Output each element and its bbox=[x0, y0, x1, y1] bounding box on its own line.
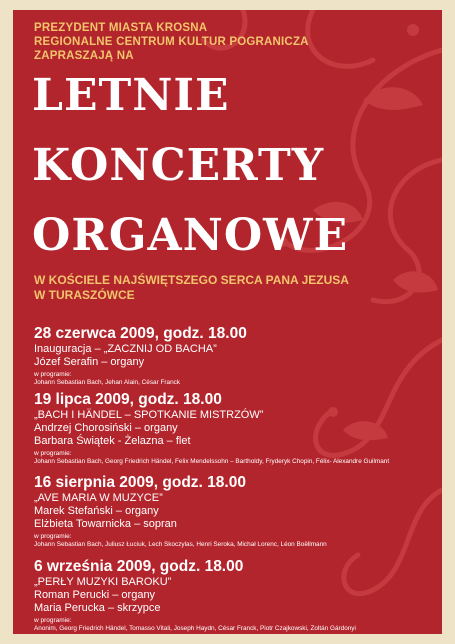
poster-title-line-2: KONCERTY bbox=[32, 140, 325, 191]
event-title: „PERŁY MUZYKI BAROKU” bbox=[34, 576, 172, 588]
program-label: w programie: bbox=[34, 617, 72, 624]
event-program: Johann Sebastian Bach, Jehan Alain, César Franck bbox=[34, 379, 181, 386]
venue-line: W TURASZÓWCE bbox=[34, 288, 135, 302]
event-performer: Józef Serafin – organy bbox=[34, 356, 145, 368]
organizer-line: REGIONALNE CENTRUM KULTUR POGRANICZA bbox=[34, 36, 309, 48]
event-title: „AVE MARIA W MUZYCE” bbox=[34, 492, 163, 504]
event-2 bbox=[34, 391, 439, 466]
organizer-text bbox=[34, 21, 434, 63]
organizer-line: PREZYDENT MIASTA KROSNA bbox=[34, 22, 208, 34]
event-performer: Andrzej Chorosiński – organy bbox=[34, 422, 178, 434]
event-date: 6 września 2009, godz. 18.00 bbox=[34, 558, 244, 575]
event-program: Anonim, Georg Friedrich Händel, Tomasso Vitali, Joseph Haydn, César Franck, Piotr Czajkowski, Zoltán Gárdonyi bbox=[34, 625, 356, 632]
program-label: w programie: bbox=[34, 450, 72, 457]
event-1 bbox=[34, 325, 439, 387]
venue-text bbox=[34, 273, 434, 303]
event-date: 19 lipca 2009, godz. 18.00 bbox=[34, 391, 222, 408]
event-performer: Maria Perucka – skrzypce bbox=[34, 602, 161, 614]
event-program: Johann Sebastian Bach, Juliusz Łuciuk, Lech Skoczylas, Henri Seroka, Michał Lorenc, Léon Boëllmann bbox=[34, 541, 327, 548]
event-performer: Elżbieta Towarnicka – sopran bbox=[34, 518, 177, 530]
poster-title-line-1: LETNIE bbox=[32, 70, 230, 121]
event-title: Inauguracja – „ZACZNIJ OD BACHA” bbox=[34, 343, 217, 355]
poster bbox=[13, 10, 442, 634]
event-program: Johann Sebastian Bach, Georg Friedrich Händel, Felix Mendelssohn – Bartholdy, Fryderyk Chopin, Félix- Alexandre Guilmant bbox=[34, 458, 390, 465]
event-title: „BACH I HÄNDEL – SPOTKANIE MISTRZÓW” bbox=[34, 409, 264, 421]
event-date: 16 sierpnia 2009, godz. 18.00 bbox=[34, 474, 246, 491]
organizer-line: ZAPRASZAJĄ NA bbox=[34, 50, 134, 62]
venue-line: W KOŚCIELE NAJŚWIĘTSZEGO SERCA PANA JEZUSA bbox=[34, 273, 349, 287]
event-4 bbox=[34, 558, 439, 633]
event-performer: Marek Stefański – organy bbox=[34, 505, 159, 517]
poster-title-line-3: ORGANOWE bbox=[32, 210, 349, 261]
program-label: w programie: bbox=[34, 533, 72, 540]
event-performer: Roman Perucki – organy bbox=[34, 589, 156, 601]
event-performer: Barbara Świątek - Żelazna – flet bbox=[34, 435, 191, 447]
event-3 bbox=[34, 474, 439, 549]
event-date: 28 czerwca 2009, godz. 18.00 bbox=[34, 325, 247, 342]
program-label: w programie: bbox=[34, 371, 72, 378]
